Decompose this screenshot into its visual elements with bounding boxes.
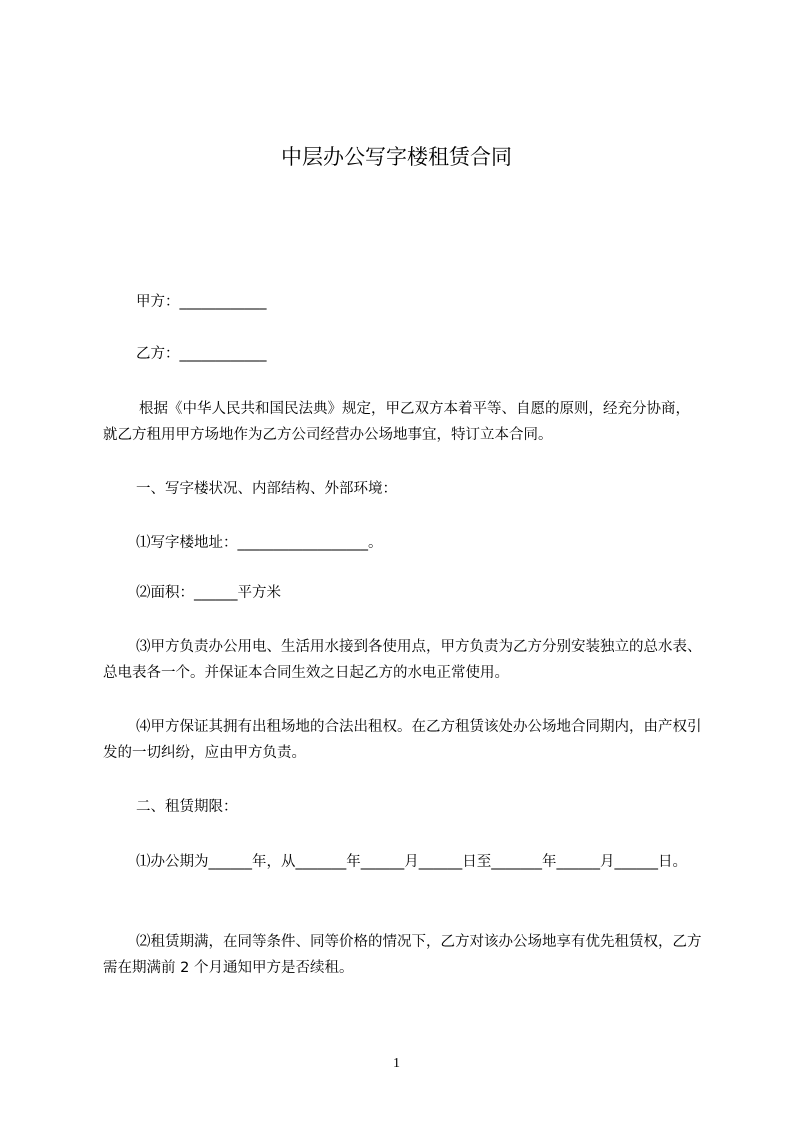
clause-2-1: ⑴办公期为______年，从_______年______月______日至_______年______月______日。 xyxy=(136,854,687,870)
clause-1-4: ⑷甲方保证其拥有出租场地的合法出租权。在乙方租赁该处办公场地合同期内，由产权引发的一切纠纷，应由甲方负责。 xyxy=(103,719,702,761)
document-title: 中层办公写字楼租赁合同 xyxy=(281,145,512,169)
section-2-heading: 二、租赁期限： xyxy=(136,799,238,815)
clause-2-2: ⑵租赁期满，在同等条件、同等价格的情况下，乙方对该办公场地享有优先租赁权，乙方需在期满前 2 个月通知甲方是否续租。 xyxy=(103,934,702,976)
preamble-paragraph: 根据《中华人民共和国民法典》规定，甲乙双方本着平等、自愿的原则，经充分协商，就乙方租用甲方场地作为乙方公司经营办公场地事宜，特订立本合同。 xyxy=(103,401,690,443)
page-number: 1 xyxy=(393,1056,400,1071)
clause-1-3: ⑶甲方负责办公用电、生活用水接到各使用点，甲方负责为乙方分别安装独立的总水表、总电表各一个。并保证本合同生效之日起乙方的水电正常使用。 xyxy=(103,639,702,681)
section-1-heading: 一、写字楼状况、内部结构、外部环境： xyxy=(136,481,397,497)
party-a-line: 甲方：____________ xyxy=(136,294,267,310)
party-b-line: 乙方：____________ xyxy=(136,346,267,362)
clause-1-1: ⑴写字楼地址：__________________。 xyxy=(136,535,383,551)
clause-1-2: ⑵面积：______平方米 xyxy=(136,585,281,601)
